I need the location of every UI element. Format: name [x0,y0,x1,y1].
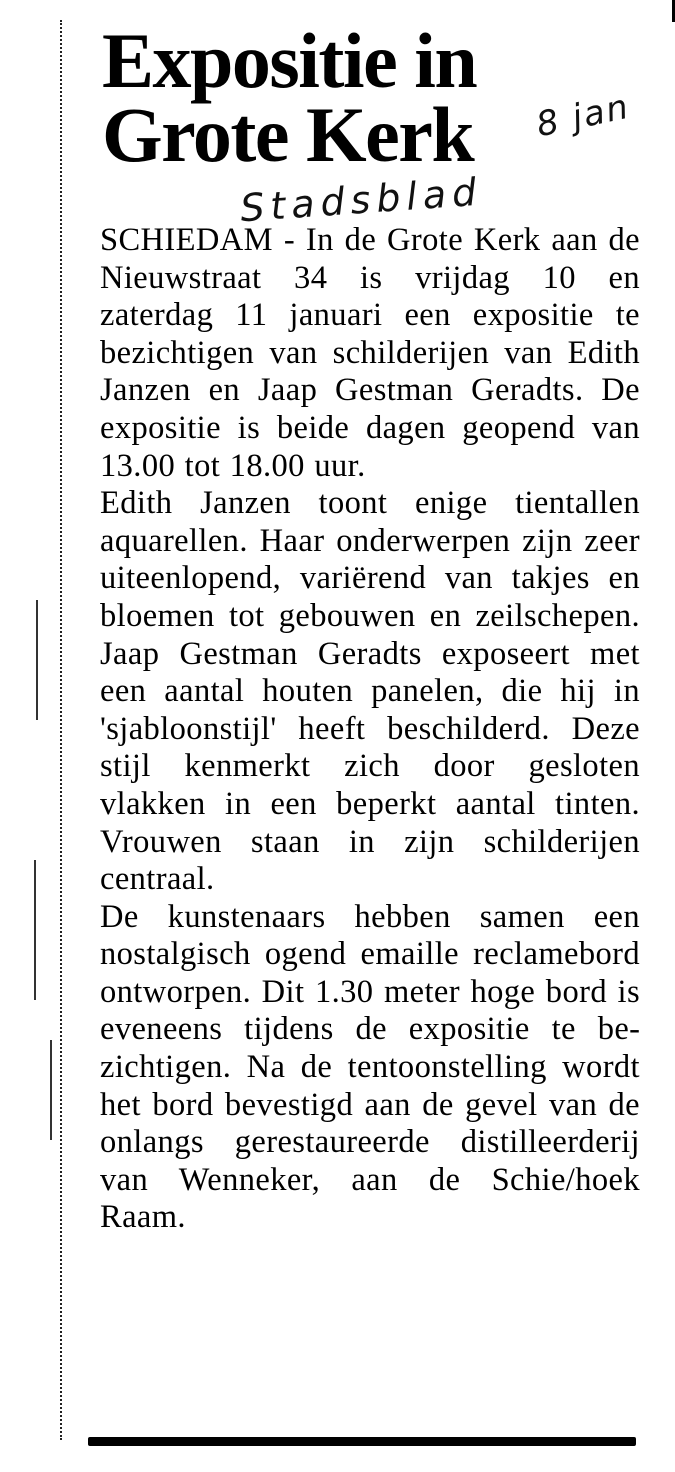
article-body [100,222,640,1237]
article-paragraph: Edith Janzen toont enige tientallen aquarellen. Haar onderwerpen zijn zeer uiteenlopend, variërend van takjes en bloemen tot gebouwen en zeilschepen. Jaap Gestman Geradts exposeert met een aantal houten panelen, die hij in 'sjabloonstijl' heeft beschilderd. Deze stijl kenmerkt zich door gesloten vlakken in een beperkt aantal tinten. Vrouwen staan in zijn schilderijen centraal. [100,485,640,898]
handwritten-source: Stadsblad [238,169,484,231]
headline [102,17,477,178]
cut-edge-line [36,600,38,720]
headline-line-2: Grote Kerk [102,91,474,178]
cut-edge-line [50,1040,52,1140]
cut-edge-dotted [60,20,62,1440]
cut-edge-line [34,860,36,1000]
article-paragraph: SCHIEDAM - In de Grote Kerk aan de Nieuwstraat 34 is vrijdag 10 en zaterdag 11 januari een expositie te bezichtigen van schilderijen van Edith Janzen en Jaap Gestman Geradts. De expositie is beide dagen geopend van 13.00 tot 18.00 uur. [100,222,640,484]
headline-line-1: Expositie in [102,17,477,104]
handwritten-date: 8 jan [532,86,634,146]
article-paragraph: De kunstenaars hebben samen een nostalgisch ogend emaille reclamebord ontworpen. Dit 1.30 meter hoge bord is eveneens tijdens de expositie te bezichtigen. Na de tentoonstelling wordt het bord bevestigd aan de gevel van de onlangs gerestaureerde distilleerderij van Wenneker, aan de Schie/hoek Raam. [100,898,640,1236]
bottom-rule [88,1437,636,1446]
